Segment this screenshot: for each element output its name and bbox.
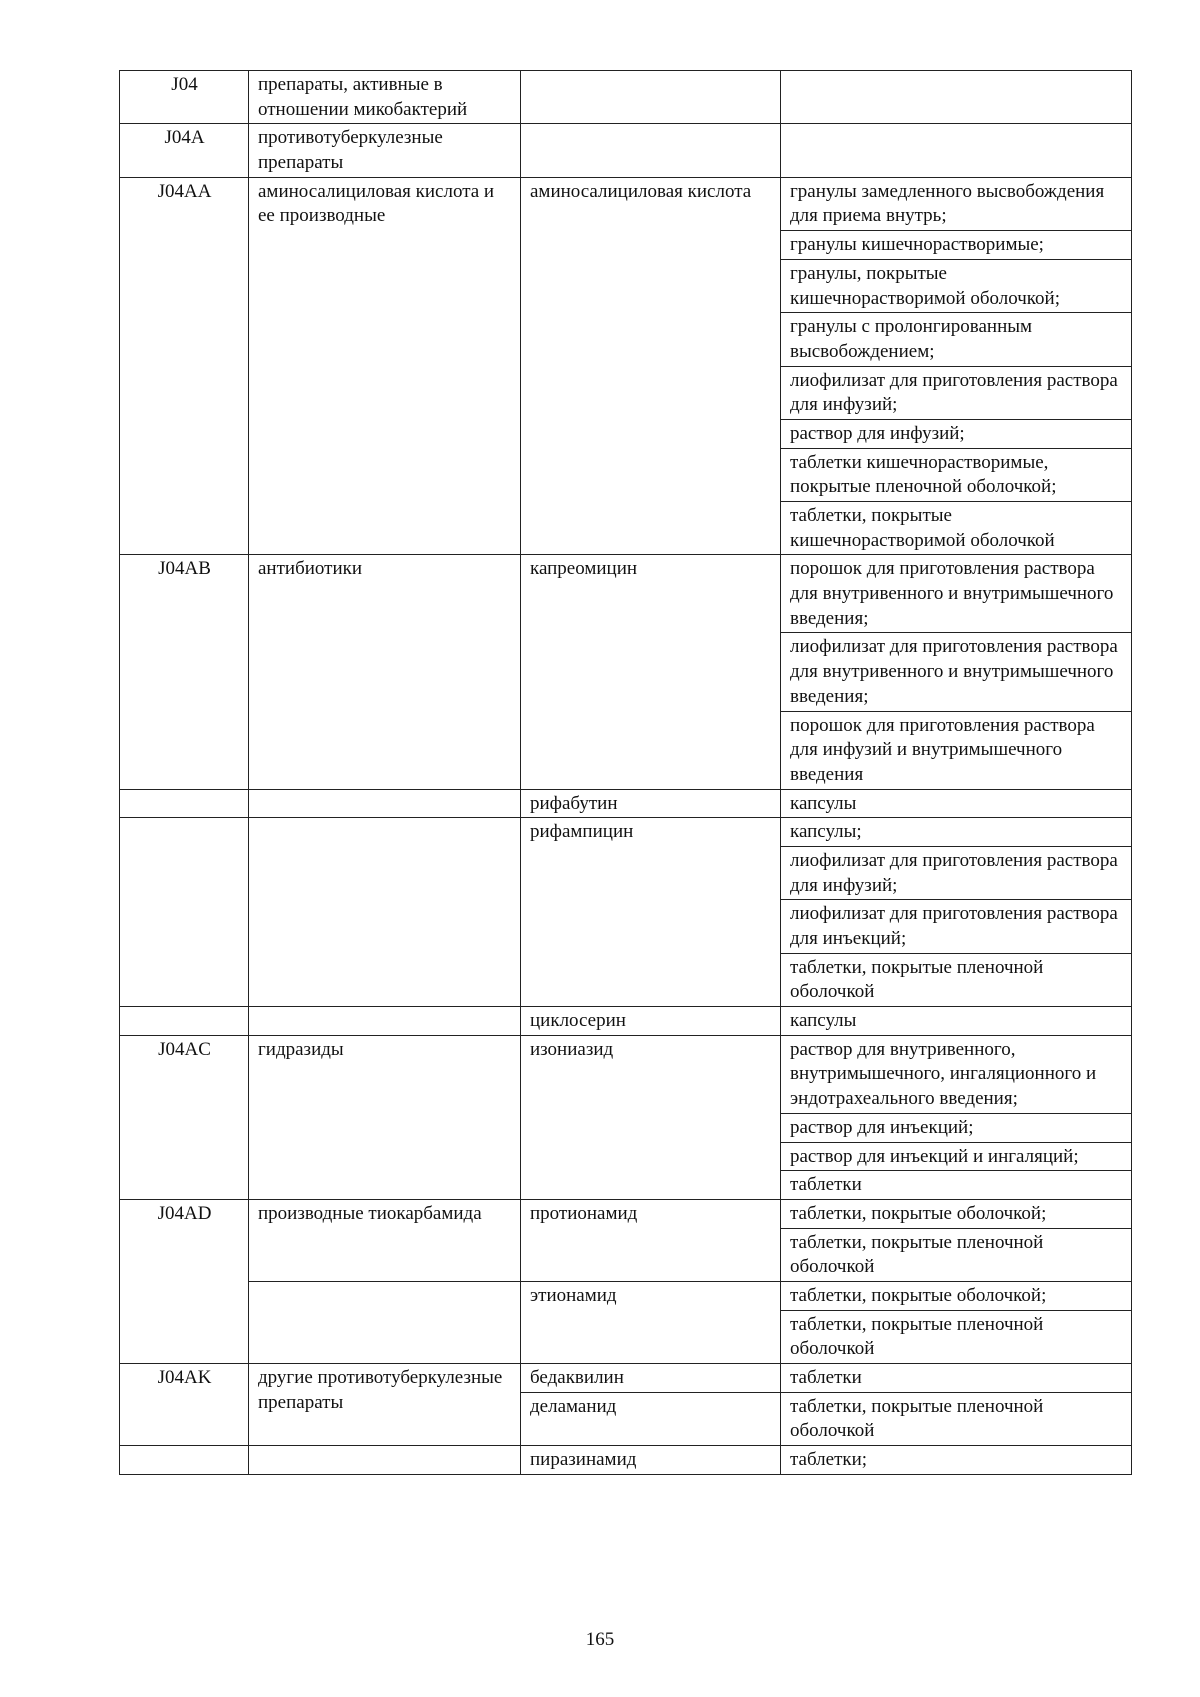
dosage-form: таблетки, покрытые оболочкой; (781, 1281, 1132, 1310)
dosage-form: таблетки, покрытые пленочной оболочкой (781, 1228, 1132, 1281)
drug-name: циклосерин (521, 1007, 781, 1036)
atc-code: J04AK (120, 1364, 249, 1446)
dosage-form: лиофилизат для приготовления раствора для инфузий; (781, 366, 1132, 419)
atc-code: J04AD (120, 1199, 249, 1363)
atc-group: аминосалициловая кислота и ее производные (249, 177, 521, 555)
dosage-form: таблетки; (781, 1446, 1132, 1475)
drug-name: этионамид (521, 1281, 781, 1363)
empty-cell (781, 71, 1132, 124)
drug-name: пиразинамид (521, 1446, 781, 1475)
drug-name: изониазид (521, 1035, 781, 1199)
dosage-form: таблетки, покрытые пленочной оболочкой (781, 953, 1132, 1006)
dosage-form: таблетки (781, 1364, 1132, 1393)
drug-name: аминосалициловая кислота (521, 177, 781, 555)
table-row-j04ab (120, 555, 1132, 633)
drug-name: рифабутин (521, 789, 781, 818)
dosage-form: порошок для приготовления раствора для внутривенного и внутримышечного введения; (781, 555, 1132, 633)
atc-code: J04A (120, 124, 249, 177)
atc-code: J04AA (120, 177, 249, 555)
dosage-form: лиофилизат для приготовления раствора для внутривенного и внутримышечного введения; (781, 633, 1132, 711)
dosage-form: порошок для приготовления раствора для инфузий и внутримышечного введения (781, 711, 1132, 789)
drug-name: деламанид (521, 1392, 781, 1445)
atc-code: J04 (120, 71, 249, 124)
drug-name: капреомицин (521, 555, 781, 789)
dosage-form: гранулы с пролонгированным высвобождением; (781, 313, 1132, 366)
table-row-rifampicin (120, 818, 1132, 847)
empty-cell (249, 818, 521, 1007)
table-row-j04aa (120, 177, 1132, 230)
table-row-rifabutin (120, 789, 1132, 818)
atc-group: гидразиды (249, 1035, 521, 1199)
empty-cell (249, 1446, 521, 1475)
atc-code: J04AC (120, 1035, 249, 1199)
dosage-form: гранулы, покрытые кишечнорастворимой оболочкой; (781, 259, 1132, 312)
table-row-j04ad (120, 1199, 1132, 1228)
dosage-form: раствор для внутривенного, внутримышечного, ингаляционного и эндотрахеального введения; (781, 1035, 1132, 1113)
empty-cell (120, 1007, 249, 1036)
empty-cell (249, 1007, 521, 1036)
atc-group: препараты, активные в отношении микобактерий (249, 71, 521, 124)
table-row-cycloserine (120, 1007, 1132, 1036)
drug-name: рифампицин (521, 818, 781, 1007)
dosage-form: лиофилизат для приготовления раствора для инъекций; (781, 900, 1132, 953)
drug-classification-table (119, 70, 1132, 1475)
dosage-form: раствор для инъекций; (781, 1113, 1132, 1142)
dosage-form: гранулы замедленного высвобождения для приема внутрь; (781, 177, 1132, 230)
empty-cell (249, 789, 521, 818)
drug-name: протионамид (521, 1199, 781, 1281)
empty-cell (521, 71, 781, 124)
empty-cell (120, 1446, 249, 1475)
atc-code: J04AB (120, 555, 249, 789)
dosage-form: капсулы; (781, 818, 1132, 847)
dosage-form: таблетки, покрытые пленочной оболочкой (781, 1310, 1132, 1363)
table-row-j04 (120, 71, 1132, 124)
dosage-form: таблетки кишечнорастворимые, покрытые пленочной оболочкой; (781, 448, 1132, 501)
empty-cell (521, 124, 781, 177)
atc-group: противотуберкулезные препараты (249, 124, 521, 177)
dosage-form: лиофилизат для приготовления раствора для инфузий; (781, 846, 1132, 899)
table-row-pyrazinamide (120, 1446, 1132, 1475)
drug-name: бедаквилин (521, 1364, 781, 1393)
table-row-j04ac (120, 1035, 1132, 1113)
dosage-form: таблетки, покрытые кишечнорастворимой оболочкой (781, 502, 1132, 555)
dosage-form: таблетки, покрытые оболочкой; (781, 1199, 1132, 1228)
dosage-form: капсулы (781, 1007, 1132, 1036)
dosage-form: раствор для инъекций и ингаляций; (781, 1142, 1132, 1171)
dosage-form: таблетки, покрытые пленочной оболочкой (781, 1392, 1132, 1445)
table-row-j04a (120, 124, 1132, 177)
table-row-j04ak (120, 1364, 1132, 1393)
empty-cell (120, 818, 249, 1007)
empty-cell (781, 124, 1132, 177)
dosage-form: капсулы (781, 789, 1132, 818)
dosage-form: гранулы кишечнорастворимые; (781, 231, 1132, 260)
atc-group: другие противотуберкулезные препараты (249, 1364, 521, 1446)
atc-group: антибиотики (249, 555, 521, 789)
atc-group: производные тиокарбамида (249, 1199, 521, 1281)
empty-cell (249, 1281, 521, 1363)
table-row-ethionamide (120, 1281, 1132, 1310)
dosage-form: раствор для инфузий; (781, 419, 1132, 448)
page-number: 165 (585, 1629, 615, 1650)
dosage-form: таблетки (781, 1171, 1132, 1200)
empty-cell (120, 789, 249, 818)
